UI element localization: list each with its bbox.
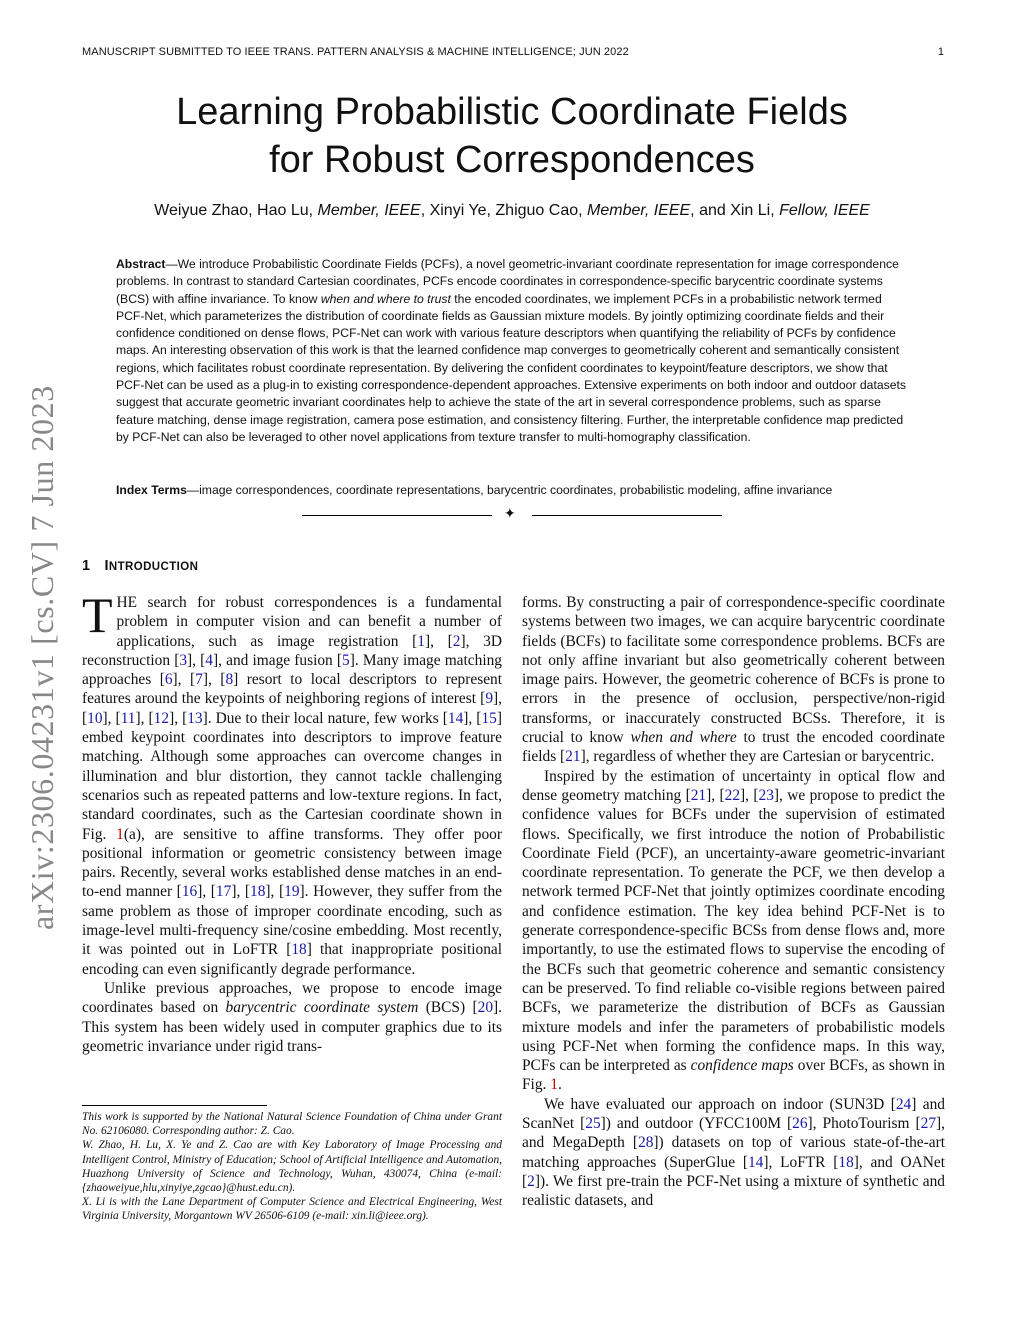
- citation-link[interactable]: 18: [838, 1153, 854, 1171]
- citation-link[interactable]: 19: [284, 883, 300, 901]
- body-text: ]) and outdoor (YFCC100M [: [600, 1115, 793, 1133]
- citation-link[interactable]: 11: [120, 709, 136, 727]
- paragraph: [82, 979, 502, 1056]
- body-text: ], [: [424, 632, 453, 650]
- running-head: MANUSCRIPT SUBMITTED TO IEEE TRANS. PATTERN ANALYSIS & MACHINE INTELLIGENCE; JUN 2022: [82, 46, 629, 58]
- separator-rule-left: [302, 515, 492, 516]
- body-text: to trust the encoded coordinate fields [: [522, 729, 945, 766]
- section-title-rest: NTRODUCTION: [108, 561, 199, 573]
- author-role: Fellow, IEEE: [779, 202, 870, 219]
- body-text: over BCFs, as shown in Fig.: [522, 1057, 945, 1094]
- body-text: ], we propose to predict the confidence values for BCFs under the supervision of estimated flows. Specifically, we first introduce the notion of Probabilistic Coordinate Field (PCF), an uncertainty-aware geometric-invariant coordinate representation. To generate the PCF, we then develop a network termed PCF-Net that jointly optimizes coordinate encoding and confidence estimation. The key idea behind PCF-Net is to generate correspondence-specific BCSs from dense flows and, more importantly, to use the estimated flows to supervise the encoding of the BCFs such that geometric coherence and semantic consistency can be preserved. To find reliable co-visible regions between paired BCFs, we parameterize the distribution of BCFs as Gaussian mixture models and infer the parameters of probabilistic models using PCF-Net when forming the confidence maps. In this way, PCFs can be interpreted as: [522, 786, 946, 1075]
- body-text: forms. By constructing a pair of correspondence-specific coordinate systems between two images, we can acquire barycentric coordinate fields (BCFs) to facilitate some correspondence problems. BCFs are not only affine invariant but also geometrically coherent between image pairs. However, the geometric coherence of BCFs is prone to errors in the presence of occlusion, perspective/non-rigid transforms, or inaccurately constructed BCSs. Therefore, it is crucial to know: [522, 594, 945, 747]
- body-text: ], 3D reconstruction [: [82, 632, 502, 669]
- citation-link[interactable]: 12: [153, 709, 170, 727]
- body-text: ], and image fusion [: [213, 651, 343, 669]
- citation-link[interactable]: 5: [342, 651, 350, 669]
- citation-link[interactable]: 18: [291, 941, 307, 959]
- body-text: ], [: [231, 883, 251, 901]
- body-text: ], [: [82, 690, 502, 727]
- footnote: X. Li is with the Lane Department of Computer Science and Electrical Engineering, West Virginia University, Morgantown WV 26506-6109 (e-mail: xin.li@ieee.org).: [82, 1196, 502, 1223]
- abstract-label: Abstract: [116, 257, 166, 271]
- body-text: ], [: [202, 671, 226, 689]
- separator-diamond-icon: ✦: [504, 507, 516, 522]
- body-text: .: [557, 1076, 562, 1094]
- body-text: ], [: [187, 651, 206, 669]
- body-text: Inspired by the estimation of uncertainty in optical flow and dense geometry matching [: [522, 767, 945, 804]
- small-caps-text: HE: [116, 594, 138, 611]
- citation-link[interactable]: 6: [164, 671, 173, 689]
- citation-link[interactable]: 9: [485, 690, 494, 708]
- body-text: ], PhotoTourism [: [807, 1115, 921, 1133]
- abstract-text: the encoded coordinates, we implement PCFs in a probabilistic network termed PCF-Net, which parameterizes the distribution of coordinate fields as Gaussian mixture models. By jointly optimizing coordinate fields and their confidence conditioned on dense flows, PCF-Net can work with various feature descriptors when quantifying the reliability of PCFs by confidence maps. An interesting observation of this work is that the learned confidence map converges to geometrically coherent and semantically consistent regions, which facilitates robust coordinate representation. By delivering the confident coordinates to keypoint/feature descriptors, we show that PCF-Net can be used as a plug-in to existing correspondence-dependent approaches. Extensive experiments on both indoor and outdoor datasets suggest that accurate geometric invariant coordinates help to achieve the state of the art in several correspondence problems, such as sparse feature matching, dense image registration, camera pose estimation, and consistency filtering. Further, the interpretable confidence map predicted by PCF-Net can also be leveraged to other novel applications from texture transfer to multi-homography classification.: [116, 291, 906, 444]
- citation-link[interactable]: 24: [895, 1095, 912, 1113]
- citation-link[interactable]: 4: [205, 651, 213, 669]
- citation-link[interactable]: 27: [920, 1115, 937, 1133]
- citation-link[interactable]: 14: [447, 709, 464, 727]
- paragraph: [82, 587, 503, 979]
- drop-cap: T: [82, 587, 113, 643]
- author-text: , Xinyi Ye, Zhiguo Cao,: [420, 202, 588, 219]
- citation-link[interactable]: 17: [215, 883, 232, 901]
- figure-link[interactable]: 1: [116, 825, 124, 843]
- body-text: ], [: [135, 709, 154, 727]
- paper-title: [0, 88, 1024, 184]
- citation-link[interactable]: 15: [481, 709, 497, 727]
- body-text: ]. Due to their local nature, few works [: [202, 709, 448, 727]
- body-text: ] that inappropriate positional encoding can even significantly degrade performance.: [82, 941, 502, 978]
- author-list: [0, 202, 1024, 220]
- body-text: ]) datasets on top of various state-of-the-art matching approaches (SuperGlue [: [522, 1134, 945, 1171]
- body-text: (a), are sensitive to affine transforms. They offer poor positional information or geometric consistency between image pairs. Recently, several works established dense matches in an end-to-end manner [: [82, 825, 502, 901]
- citation-link[interactable]: 23: [758, 786, 774, 804]
- title-line-2: for Robust Correspondences: [269, 139, 755, 181]
- author-role: Member, IEEE: [317, 202, 421, 219]
- body-text: ], [: [463, 709, 482, 727]
- footnote: W. Zhao, H. Lu, X. Ye and Z. Cao are with Key Laboratory of Image Processing and Intelligent Control, Ministry of Education; School of Artificial Intelligence and Automation, Huazhong University of Science and Technology, Wuhan, 430074, China (e-mail: {zhaoweiyue,hlu,xinyiye,zgcao}@hust.edu.cn).: [82, 1139, 502, 1195]
- body-text: ]. This system has been widely used in computer graphics due to its geometric invariance under rigid trans-: [82, 999, 502, 1055]
- body-text: search for robust correspondences is a fundamental problem in computer vision and can benefit a number of applications, such as image registration [: [116, 594, 502, 650]
- citation-link[interactable]: 16: [181, 883, 198, 901]
- body-text: ], [: [265, 883, 285, 901]
- footnote-rule: [82, 1105, 267, 1106]
- emphasis: confidence maps: [690, 1057, 794, 1075]
- arxiv-stamp: arXiv:2306.04231v1 [cs.CV] 7 Jun 2023: [24, 385, 60, 930]
- body-text: ]. However, they suffer from the same problem as those of improper coordinate encoding, such as image-level multi-frequency sine/cosine embedding. Most recently, it was pointed out in LoFTR [: [82, 883, 503, 959]
- body-text: ], and OANet [: [522, 1153, 946, 1190]
- figure-link[interactable]: 1: [550, 1076, 558, 1094]
- body-text: ], regardless of whether they are Cartesian or barycentric.: [580, 748, 935, 766]
- title-line-1: Learning Probabilistic Coordinate Fields: [176, 91, 848, 133]
- paragraph: [522, 1095, 945, 1211]
- body-text: ], [: [169, 709, 188, 727]
- citation-link[interactable]: 8: [225, 671, 234, 689]
- body-text: ], [: [172, 671, 196, 689]
- citation-link[interactable]: 13: [187, 709, 203, 727]
- paragraph: [522, 767, 945, 1095]
- section-number: 1: [82, 558, 91, 574]
- author-text: , and Xin Li,: [690, 202, 780, 219]
- body-text: ]. Many image matching approaches [: [82, 651, 502, 689]
- footnotes: [82, 1110, 502, 1224]
- body-text: ] embed keypoint coordinates into descriptors to improve feature matching. Although some approaches can overcome changes in illumination and blur distortion, they cannot tackle challenging scenarios such as repeated patterns and low-texture regions. In fact, standard coordinates, such as the Cartesian coordinate shown in Fig.: [82, 709, 502, 843]
- body-text: ], [: [197, 883, 216, 901]
- body-text: ], and MegaDepth [: [522, 1115, 945, 1152]
- citation-link[interactable]: 1: [417, 632, 425, 650]
- citation-link[interactable]: 22: [724, 786, 741, 804]
- citation-link[interactable]: 10: [87, 709, 103, 727]
- page-number: 1: [937, 46, 944, 58]
- citation-link[interactable]: 20: [477, 999, 494, 1017]
- body-text: ], [: [706, 786, 725, 804]
- citation-link[interactable]: 28: [638, 1134, 654, 1152]
- citation-link[interactable]: 2: [527, 1172, 535, 1190]
- citation-link[interactable]: 21: [690, 786, 707, 804]
- citation-link[interactable]: 18: [250, 883, 266, 901]
- citation-link[interactable]: 3: [179, 651, 188, 669]
- index-terms: [116, 482, 912, 499]
- body-text: ], [: [740, 786, 759, 804]
- citation-link[interactable]: 26: [792, 1115, 808, 1133]
- body-text: ], LoFTR [: [763, 1153, 839, 1171]
- citation-link[interactable]: 2: [452, 632, 461, 650]
- emphasis: barycentric coordinate system: [225, 999, 419, 1017]
- citation-link[interactable]: 14: [747, 1153, 764, 1171]
- body-text: ] resort to local descriptors to represent features around the keypoints of neighboring regions of interest [: [82, 671, 502, 708]
- right-column: [522, 593, 945, 1211]
- citation-link[interactable]: 7: [195, 671, 203, 689]
- body-text: We have evaluated our approach on indoor (SUN3D [: [544, 1095, 896, 1113]
- abstract: [116, 256, 912, 446]
- footnote: This work is supported by the National Natural Science Foundation of China under Grant No. 62106080. Corresponding author: Z. Cao.: [82, 1111, 502, 1138]
- separator-rule-right: [532, 515, 722, 516]
- paragraph: [522, 593, 945, 767]
- left-column: [82, 587, 503, 1056]
- author-role: Member, IEEE: [587, 202, 691, 219]
- index-terms-text: —image correspondences, coordinate representations, barycentric coordinates, probabilistic modeling, affine invariance: [186, 483, 833, 497]
- abstract-text: —We introduce Probabilistic Coordinate Fields (PCFs), a novel geometric-invariant coordinate representation for image correspondence problems. In contrast to standard Cartesian coordinates, PCFs encode coordinates in correspondence-specific barycentric coordinate systems (BCS) with affine invariance. To know: [116, 257, 899, 306]
- author-text: Weiyue Zhao, Hao Lu,: [154, 202, 318, 219]
- citation-link[interactable]: 25: [585, 1115, 601, 1133]
- body-text: ]). We first pre-train the PCF-Net using a mixture of synthetic and realistic datasets, and: [522, 1172, 945, 1210]
- section-heading: [82, 558, 198, 574]
- citation-link[interactable]: 21: [565, 748, 581, 766]
- section-title-initial: I: [104, 558, 109, 574]
- body-text: ], [: [102, 709, 121, 727]
- body-text: (BCS) [: [418, 999, 478, 1017]
- body-text: ] and ScanNet [: [522, 1095, 945, 1133]
- abstract-emphasis: when and where to trust: [320, 291, 451, 306]
- emphasis: when and where: [630, 729, 737, 747]
- index-terms-label: Index Terms: [116, 483, 187, 497]
- body-text: Unlike previous approaches, we propose to encode image coordinates based on: [82, 979, 502, 1017]
